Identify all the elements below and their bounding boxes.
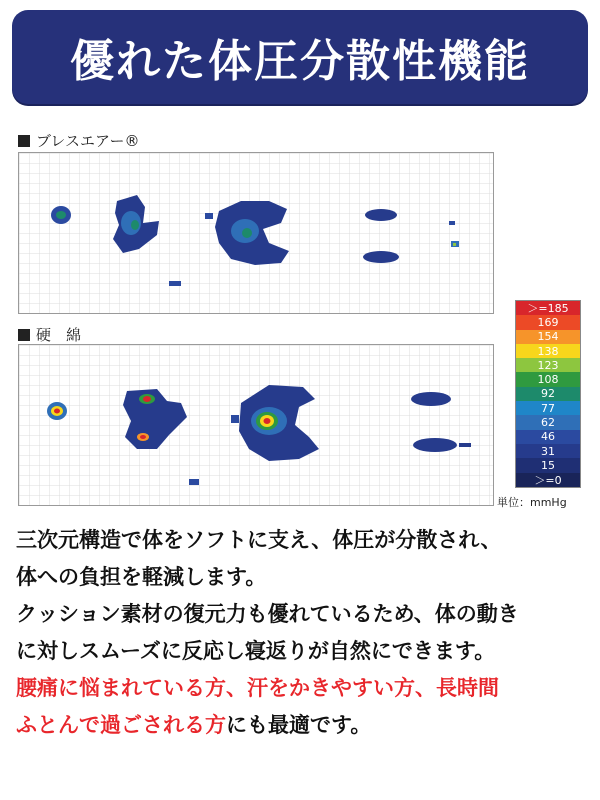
pressure-map-hard-cotton — [18, 344, 494, 506]
recommendation-suffix: にも最適です。 — [226, 713, 372, 737]
description-line: クッション素材の復元力も優れているため、体の動き — [16, 602, 519, 626]
recommendation-line — [16, 670, 590, 707]
banner-title: 優れた体圧分散性機能 — [70, 36, 530, 87]
map-label-text: ブレスエアー® — [36, 132, 140, 150]
square-bullet-icon — [18, 135, 30, 147]
scale-entry: 123 — [516, 358, 580, 372]
scale-unit: 単位：mmHg — [497, 496, 567, 509]
description-line: 三次元構造で体をソフトに支え、体圧が分散され、 — [16, 528, 502, 552]
pressure-blob-head — [51, 206, 71, 224]
scale-entry: 62 — [516, 415, 580, 429]
scale-entry: 138 — [516, 344, 580, 358]
map-label-breath-air — [18, 130, 140, 151]
scale-entry: 108 — [516, 372, 580, 386]
scale-entry: 77 — [516, 401, 580, 415]
title-banner — [12, 10, 588, 104]
recommendation-line — [16, 707, 590, 744]
map-label-text: 硬 綿 — [36, 326, 82, 344]
scale-entry: ＞=185 — [516, 301, 580, 315]
scale-entry: 169 — [516, 315, 580, 329]
scale-entry: 46 — [516, 430, 580, 444]
description-line: に対しスムーズに反応し寝返りが自然にできます。 — [16, 639, 496, 663]
pressure-map-svg — [19, 345, 493, 505]
pressure-color-scale — [515, 300, 581, 488]
description-text — [16, 522, 590, 744]
recommendation-target: 長時間 — [436, 676, 499, 700]
recommendation-target: ふとんで過ごされる方 — [16, 713, 226, 737]
pressure-blob-head — [47, 402, 67, 420]
description-line: 体への負担を軽減します。 — [16, 565, 267, 589]
recommendation-target: 汗をかきやすい方、 — [247, 676, 436, 700]
scale-entry: 154 — [516, 330, 580, 344]
pressure-map-breath-air — [18, 152, 494, 314]
map-label-hard-cotton — [18, 324, 81, 345]
recommendation-target: 腰痛に悩まれている方、 — [16, 676, 247, 700]
pressure-map-svg — [19, 153, 493, 313]
scale-entry: 15 — [516, 458, 580, 472]
scale-entry: 31 — [516, 444, 580, 458]
square-bullet-icon — [18, 329, 30, 341]
scale-entry: 92 — [516, 387, 580, 401]
scale-entry: ＞=0 — [516, 473, 580, 487]
